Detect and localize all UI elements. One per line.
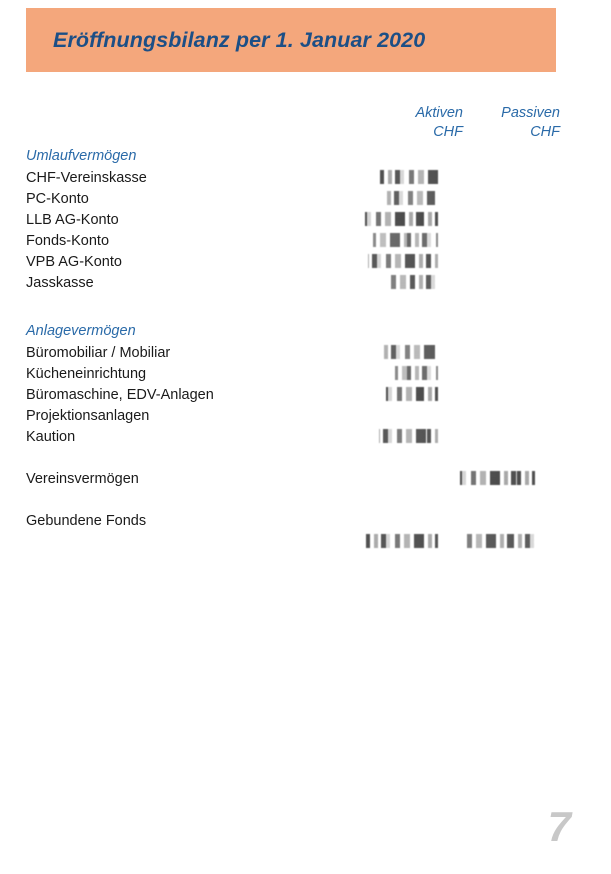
page-number: 7 (547, 803, 571, 850)
row-amount-aktiven (380, 170, 438, 184)
table-row (26, 251, 586, 272)
table-row (26, 167, 586, 188)
row-label: Kücheneinrichtung (26, 366, 147, 382)
table-row (26, 230, 586, 251)
table-row (26, 510, 586, 531)
row-label: LLB AG-Konto (26, 212, 119, 228)
section-title-anlagevermoegen: Anlagevermögen (26, 323, 136, 339)
section-spacer (26, 489, 586, 510)
row-amount-aktiven (395, 366, 438, 380)
total-amount-passiven (463, 534, 535, 548)
table-row (26, 188, 586, 209)
row-label: Kaution (26, 429, 76, 445)
row-amount-aktiven (368, 254, 438, 268)
section-spacer (26, 447, 586, 468)
total-amount-aktiven (366, 534, 438, 548)
column-header-passiven (501, 104, 560, 142)
row-label: VPB AG-Konto (26, 254, 122, 270)
column-header-passiven-currency: CHF (530, 124, 560, 140)
row-label: Projektionsanlagen (26, 408, 150, 424)
row-label: Büromaschine, EDV-Anlagen (26, 387, 214, 403)
row-label: CHF-Vereinskasse (26, 170, 147, 186)
row-amount-aktiven (386, 191, 438, 205)
table-row-totals (26, 531, 586, 552)
row-amount-aktiven (379, 429, 438, 443)
row-label: Gebundene Fonds (26, 513, 147, 529)
row-label: Jasskasse (26, 275, 94, 291)
section-spacer (26, 293, 586, 321)
table-row (26, 405, 586, 426)
column-header-aktiven-currency: CHF (433, 124, 463, 140)
table-row (26, 468, 586, 489)
row-label: Fonds-Konto (26, 233, 110, 249)
column-header-aktiven (415, 104, 463, 142)
title-banner (26, 8, 556, 72)
column-headers (0, 104, 611, 144)
row-amount-passiven (460, 471, 535, 485)
column-header-aktiven-label: Aktiven (415, 105, 463, 121)
table-row (26, 384, 586, 405)
row-label: PC-Konto (26, 191, 89, 207)
row-label: Vereinsvermögen (26, 471, 139, 487)
row-label: Büromobiliar / Mobiliar (26, 345, 171, 361)
page-title: Eröffnungsbilanz per 1. Januar 2020 (53, 27, 426, 52)
balance-sheet (26, 146, 586, 552)
column-header-passiven-label: Passiven (501, 105, 560, 121)
row-amount-aktiven (365, 212, 438, 226)
row-amount-aktiven (383, 345, 438, 359)
table-row (26, 426, 586, 447)
table-row (26, 272, 586, 293)
table-row (26, 209, 586, 230)
row-amount-aktiven (373, 233, 438, 247)
row-amount-aktiven (387, 275, 436, 289)
table-row (26, 342, 586, 363)
table-row (26, 363, 586, 384)
section-title-umlaufvermoegen: Umlaufvermögen (26, 148, 137, 164)
row-amount-aktiven (386, 387, 438, 401)
